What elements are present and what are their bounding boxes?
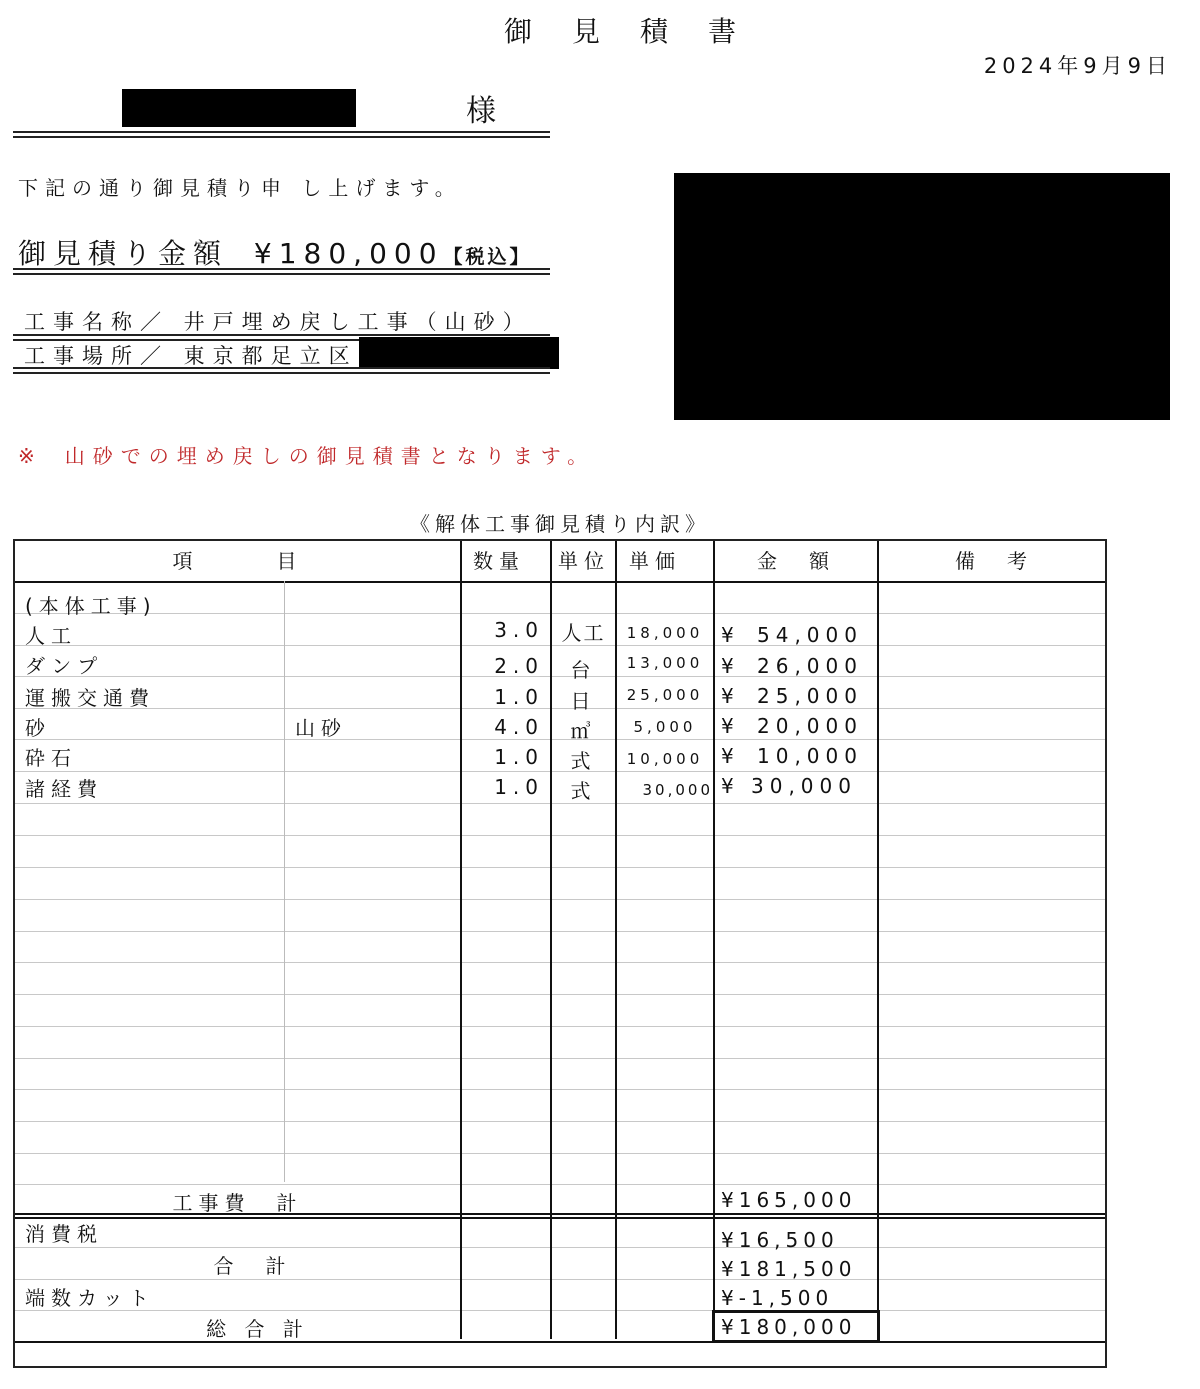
- project-location: 工事場所／ 東京都足立区: [24, 344, 358, 368]
- amount: 54,000: [757, 623, 863, 647]
- unit: 人工: [561, 621, 606, 645]
- row-line: [15, 1310, 1105, 1311]
- unit: ㎥: [570, 719, 597, 743]
- row-line: [15, 899, 1105, 900]
- tax-label: 消費税: [25, 1222, 103, 1246]
- unit: 式: [570, 779, 597, 803]
- notice-mark: ※: [18, 444, 43, 468]
- unit: 日: [570, 689, 597, 713]
- amount: 25,000: [757, 684, 863, 708]
- unit-price: 13,000: [626, 654, 704, 672]
- header-item: 項 目: [172, 549, 303, 573]
- row-line: [15, 1279, 1105, 1280]
- unit-price: 18,000: [626, 624, 704, 642]
- amount: 10,000: [757, 744, 863, 768]
- tax-amount: ¥16,500: [721, 1228, 839, 1252]
- amount-underline: [13, 268, 550, 275]
- issue-date: 2024年9月9日: [983, 54, 1172, 78]
- yen-sign: ¥: [721, 774, 740, 798]
- header-unit-price: 単価: [629, 549, 681, 573]
- section-label: (本体工事): [25, 594, 157, 618]
- subtotal-label: 工事費 計: [172, 1191, 303, 1215]
- row-line: [15, 1121, 1105, 1122]
- yen-sign: ¥: [721, 654, 740, 678]
- qty: 4.0: [494, 715, 544, 739]
- detail-column-divider: [284, 581, 285, 1182]
- recipient-underline: [13, 131, 550, 138]
- yen-sign: ¥: [721, 714, 740, 738]
- row-line: [15, 962, 1105, 963]
- qty: 3.0: [494, 618, 544, 642]
- grand-total-label: 総 合 計: [206, 1317, 309, 1341]
- yen-sign: ¥: [721, 623, 740, 647]
- breakdown-title: 《解体工事御見積り内訳》: [410, 512, 710, 536]
- notice-text: [18, 440, 595, 469]
- row-line: [15, 994, 1105, 995]
- total-label: 合 計: [213, 1254, 292, 1278]
- header-divider: [15, 581, 1105, 583]
- grand-total-amount: ¥180,000: [721, 1315, 857, 1339]
- amount-value: ¥180,000: [253, 237, 444, 270]
- greeting-text: 下記の通り御見積り申 し上げます。: [18, 176, 462, 200]
- item-name: 人工: [25, 624, 77, 648]
- total-amount: ¥181,500: [721, 1257, 857, 1281]
- rounding-label: 端数カット: [25, 1286, 155, 1310]
- row-line: [15, 867, 1105, 868]
- header-remarks: 備 考: [955, 549, 1033, 573]
- header-qty: 数量: [473, 549, 525, 573]
- estimate-table: [13, 539, 1107, 1368]
- recipient-honorific: 様: [466, 94, 496, 129]
- header-amount: 金 額: [757, 549, 835, 573]
- notice-message: 山砂での埋め戻しの御見積書となります。: [64, 444, 596, 468]
- unit-price: 30,000: [642, 781, 713, 799]
- item-name: 諸経費: [25, 777, 103, 801]
- row-line: [15, 835, 1105, 836]
- unit: 式: [570, 749, 597, 773]
- row-line: [15, 1153, 1105, 1154]
- amount: 20,000: [757, 714, 863, 738]
- unit-price: 10,000: [626, 750, 704, 768]
- remarks-column-divider: [877, 541, 879, 1339]
- item-name: 砕石: [25, 746, 77, 770]
- row-line: [15, 1058, 1105, 1059]
- row-line: [15, 1089, 1105, 1090]
- amount: 26,000: [757, 654, 863, 678]
- redacted-recipient-name: [122, 89, 356, 127]
- redacted-address: [359, 337, 559, 369]
- amount-label: 御見積り金額: [18, 237, 229, 270]
- qty: 1.0: [494, 775, 544, 799]
- unit-price: 25,000: [626, 686, 704, 704]
- row-line: [15, 1026, 1105, 1027]
- qty: 1.0: [494, 685, 544, 709]
- amount-tax-note: 【税込】: [443, 246, 532, 268]
- subtotal-double-line-bottom: [15, 1217, 1105, 1219]
- item-name: 砂: [25, 716, 51, 740]
- row-line: [15, 613, 1105, 614]
- qty: 2.0: [494, 654, 544, 678]
- row-line: [15, 1184, 1105, 1185]
- project-location-underline: [13, 367, 550, 374]
- header-unit: 単位: [558, 549, 610, 573]
- yen-sign: ¥: [721, 744, 740, 768]
- yen-sign: ¥: [721, 684, 740, 708]
- amount: 30,000: [751, 774, 857, 798]
- item-name: ダンプ: [25, 654, 104, 678]
- item-name: 運搬交通費: [25, 686, 155, 710]
- qty: 1.0: [494, 745, 544, 769]
- amount-column-divider: [713, 541, 715, 1339]
- estimate-amount: [18, 232, 532, 272]
- item-detail: 山砂: [295, 716, 347, 740]
- redacted-company-info: [674, 173, 1170, 420]
- document-title: 御見積書: [503, 15, 776, 48]
- unit-price: 5,000: [633, 718, 697, 736]
- subtotal-amount: ¥165,000: [721, 1188, 857, 1212]
- project-name: 工事名称／ 井戸埋め戻し工事（山砂）: [24, 310, 532, 334]
- row-line: [15, 931, 1105, 932]
- rounding-amount: ¥-1,500: [721, 1286, 834, 1310]
- unit: 台: [570, 658, 597, 682]
- row-line: [15, 1247, 1105, 1248]
